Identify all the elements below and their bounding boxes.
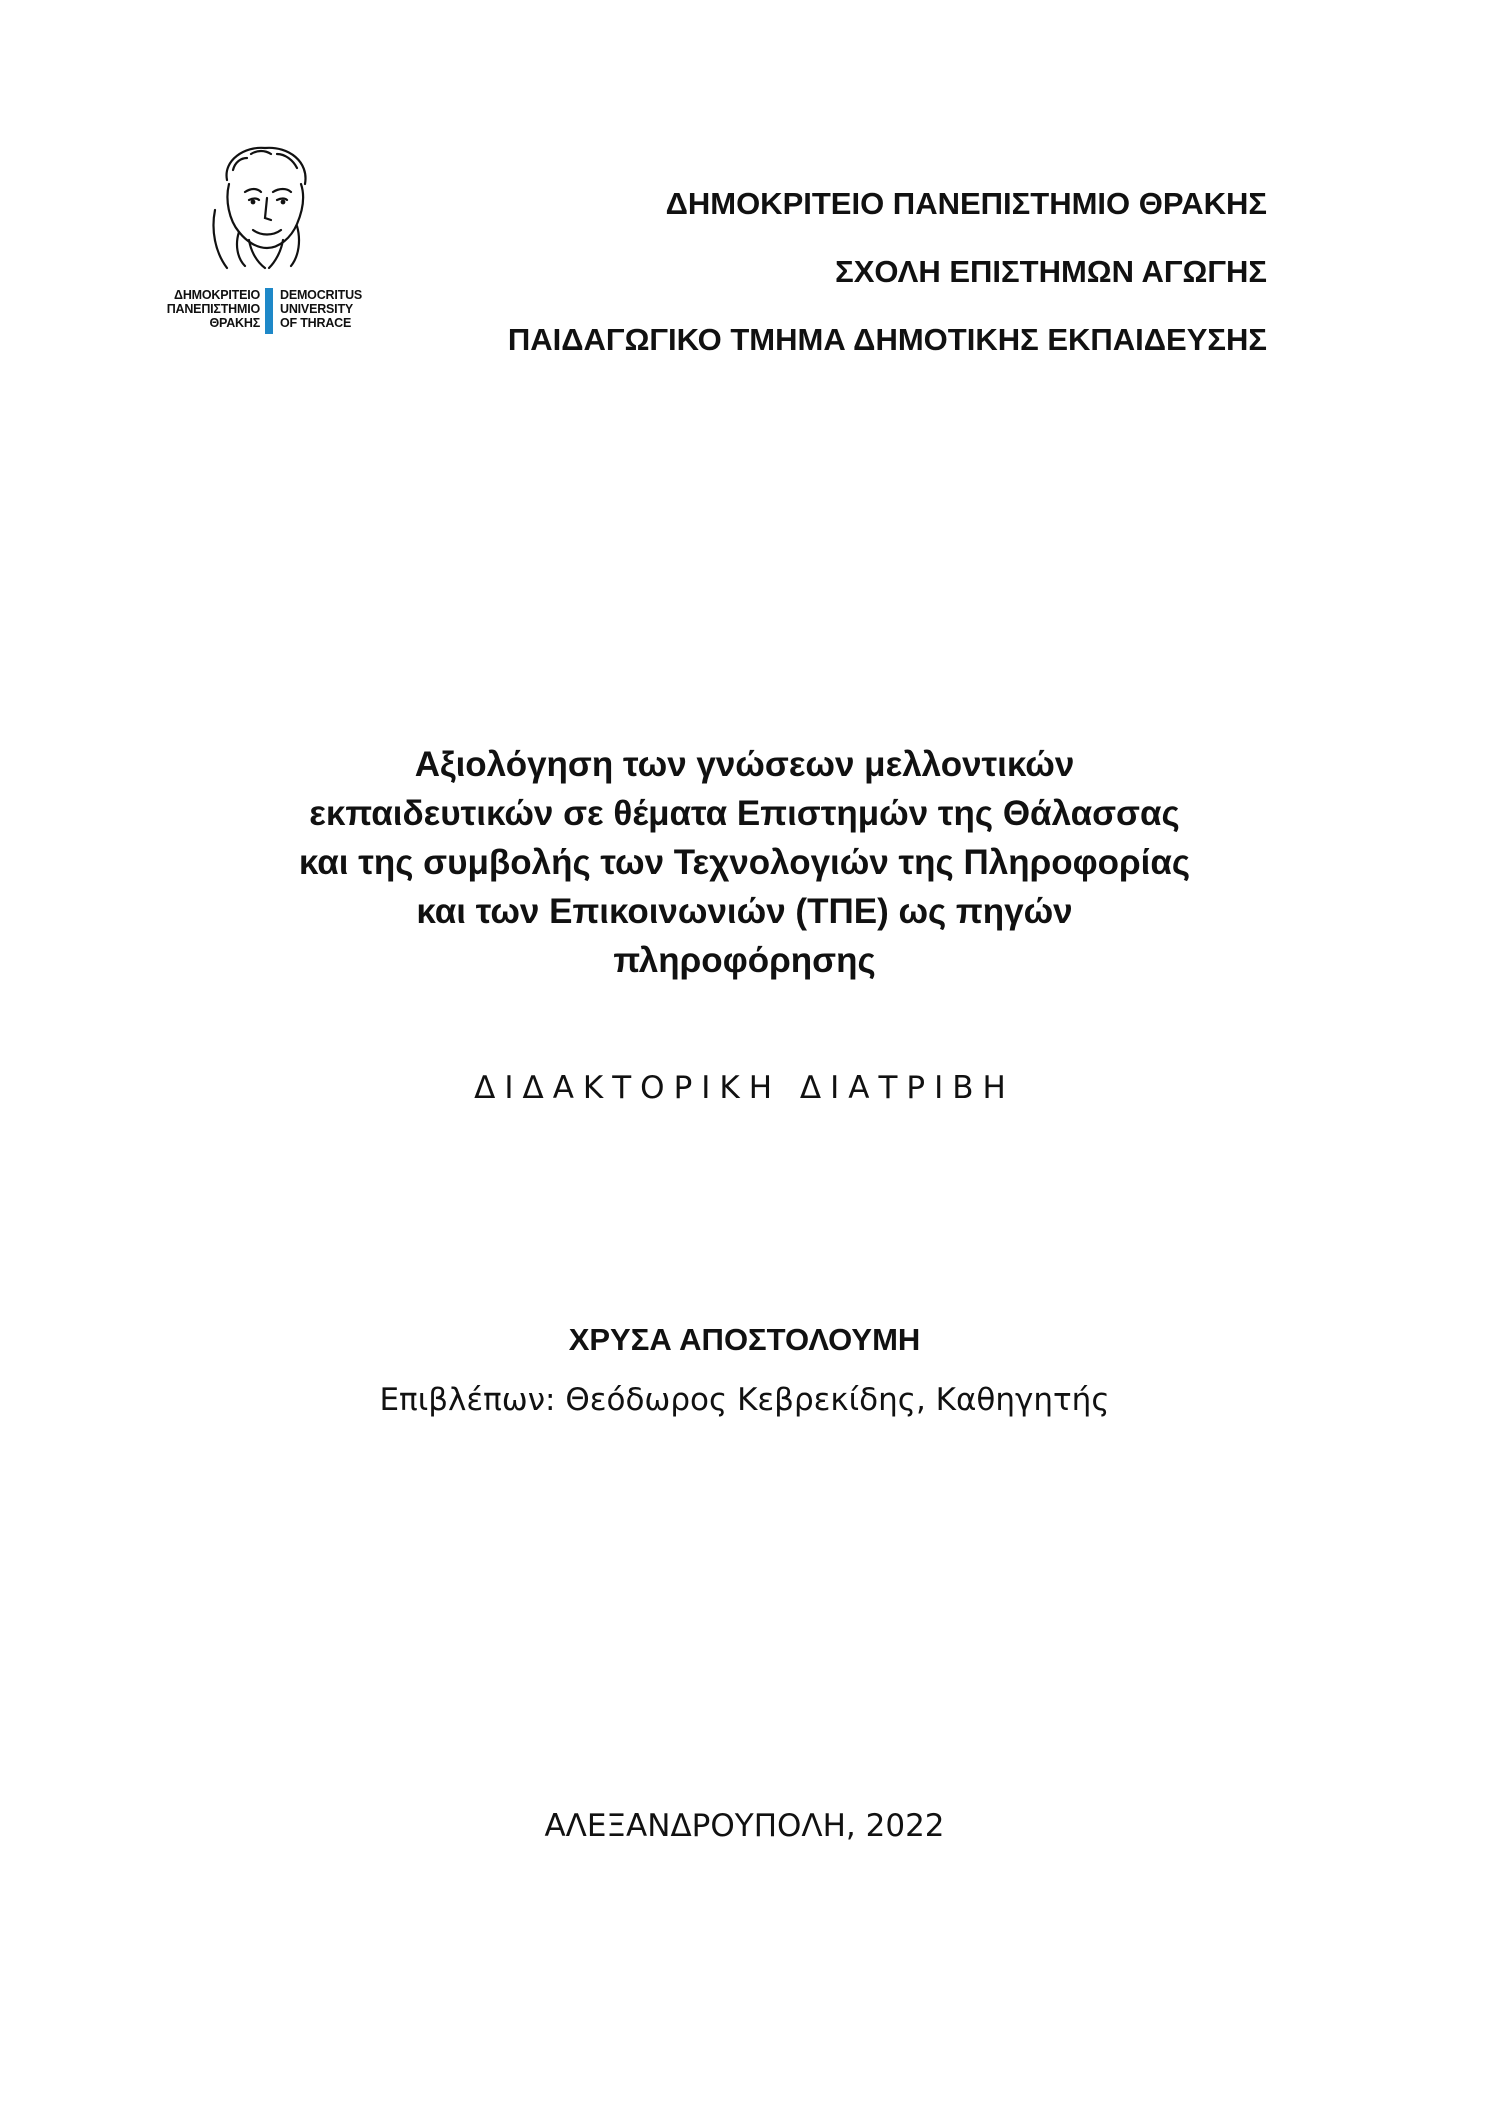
thesis-title	[0, 740, 1489, 985]
title-line: και των Επικοινωνιών (ΤΠΕ) ως πηγών	[416, 892, 1073, 931]
logo-caption	[150, 288, 390, 338]
logo-caption-greek: ΔΗΜΟΚΡΙΤΕΙΟ ΠΑΝΕΠΙΣΤΗΜΙΟ ΘΡΑΚΗΣ	[166, 288, 260, 330]
document-type: ΔΙΔΑΚΤΟΡΙΚΗ ΔΙΑΤΡΙΒΗ	[474, 1070, 1015, 1106]
title-line: Αξιολόγηση των γνώσεων μελλοντικών	[414, 745, 1075, 784]
title-line: πληροφόρησης	[613, 941, 876, 980]
logo-divider-bar	[265, 288, 273, 334]
supervisor-line: Επιβλέπων: Θεόδωρος Κεβρεκίδης, Καθηγητής	[379, 1382, 1110, 1418]
democritus-portrait-icon	[205, 140, 325, 272]
author-name: ΧΡΥΣΑ ΑΠΟΣΤΟΛΟΥΜΗ	[568, 1322, 921, 1357]
place-date: ΑΛΕΞΑΝΔΡΟΥΠΟΛΗ, 2022	[544, 1808, 945, 1844]
title-line: και της συμβολής των Τεχνολογιών της Πληροφορίας	[298, 843, 1191, 882]
logo-caption-english: DEMOCRITUS UNIVERSITY OF THRACE	[280, 288, 363, 330]
school-name: ΣΧΟΛΗ ΕΠΙΣΤΗΜΩΝ ΑΓΩΓΗΣ	[835, 254, 1267, 289]
department-name: ΠΑΙΔΑΓΩΓΙΚΟ ΤΜΗΜΑ ΔΗΜΟΤΙΚΗΣ ΕΚΠΑΙΔΕΥΣΗΣ	[507, 322, 1267, 357]
university-logo	[150, 140, 390, 340]
title-line: εκπαιδευτικών σε θέματα Επιστημών της Θάλασσας	[309, 794, 1180, 833]
university-name: ΔΗΜΟΚΡΙΤΕΙΟ ΠΑΝΕΠΙΣΤΗΜΙΟ ΘΡΑΚΗΣ	[665, 186, 1267, 221]
institution-header	[508, 182, 1267, 386]
